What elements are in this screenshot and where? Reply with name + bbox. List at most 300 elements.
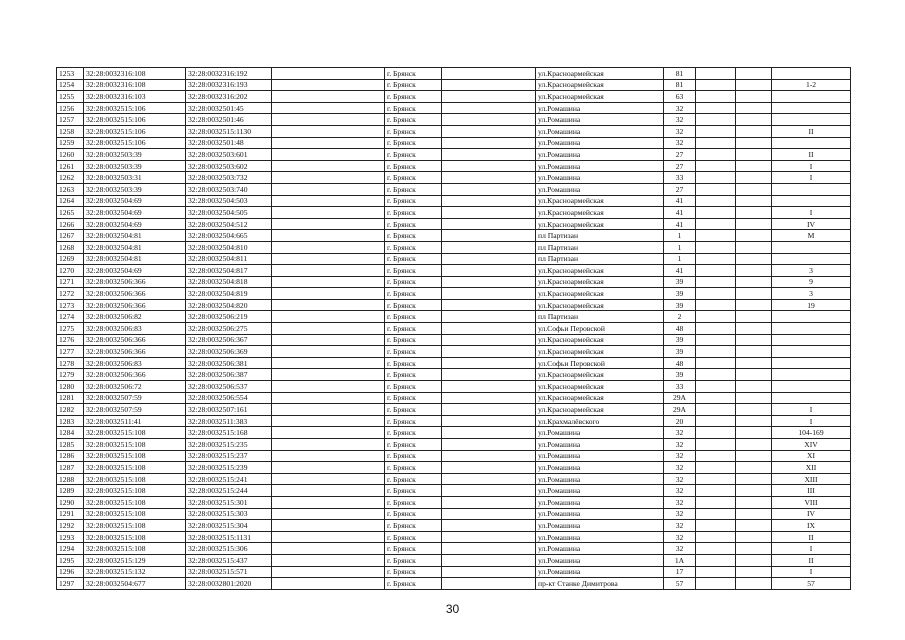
- blank-cell-c: [696, 566, 736, 578]
- row-number-cell: 1297: [57, 578, 84, 590]
- house-number-cell: 41: [664, 265, 696, 277]
- blank-cell-d: [736, 207, 772, 219]
- land-cadastral-number-cell: 32:28:0032506:366: [84, 346, 186, 358]
- street-cell: ул.Красноармейская: [536, 299, 664, 311]
- blank-cell-b: [442, 450, 536, 462]
- land-cadastral-number-cell: 32:28:0032515:108: [84, 427, 186, 439]
- apartment-cell: 1-2: [772, 79, 851, 91]
- blank-cell-a: [272, 276, 385, 288]
- land-cadastral-number-cell: 32:28:0032316:103: [84, 91, 186, 103]
- row-number-cell: 1277: [57, 346, 84, 358]
- blank-cell-d: [736, 381, 772, 393]
- apartment-cell: III: [772, 485, 851, 497]
- land-cadastral-number-cell: 32:28:0032515:108: [84, 520, 186, 532]
- apartment-cell: 3: [772, 288, 851, 300]
- blank-cell-b: [442, 427, 536, 439]
- object-cadastral-number-cell: 32:28:0032504:505: [186, 207, 272, 219]
- city-cell: г. Брянск: [385, 520, 442, 532]
- table-row: [57, 531, 851, 543]
- blank-cell-c: [696, 218, 736, 230]
- street-cell: ул.Ромашина: [536, 172, 664, 184]
- blank-cell-b: [442, 253, 536, 265]
- blank-cell-c: [696, 114, 736, 126]
- object-cadastral-number-cell: 32:28:0032506:369: [186, 346, 272, 358]
- blank-cell-d: [736, 276, 772, 288]
- row-number-cell: 1257: [57, 114, 84, 126]
- blank-cell-d: [736, 125, 772, 137]
- blank-cell-b: [442, 357, 536, 369]
- blank-cell-a: [272, 554, 385, 566]
- row-number-cell: 1253: [57, 68, 84, 80]
- blank-cell-b: [442, 311, 536, 323]
- blank-cell-b: [442, 265, 536, 277]
- land-cadastral-number-cell: 32:28:0032504:69: [84, 218, 186, 230]
- house-number-cell: 32: [664, 427, 696, 439]
- apartment-cell: [772, 241, 851, 253]
- row-number-cell: 1289: [57, 485, 84, 497]
- row-number-cell: 1268: [57, 241, 84, 253]
- street-cell: ул.Красноармейская: [536, 288, 664, 300]
- blank-cell-c: [696, 334, 736, 346]
- house-number-cell: 27: [664, 149, 696, 161]
- object-cadastral-number-cell: 32:28:0032501:48: [186, 137, 272, 149]
- city-cell: г. Брянск: [385, 79, 442, 91]
- object-cadastral-number-cell: 32:28:0032515:437: [186, 554, 272, 566]
- land-cadastral-number-cell: 32:28:0032515:108: [84, 485, 186, 497]
- blank-cell-c: [696, 102, 736, 114]
- city-cell: г. Брянск: [385, 323, 442, 335]
- blank-cell-a: [272, 334, 385, 346]
- street-cell: ул.Красноармейская: [536, 276, 664, 288]
- table-row: [57, 334, 851, 346]
- blank-cell-c: [696, 149, 736, 161]
- blank-cell-a: [272, 125, 385, 137]
- object-cadastral-number-cell: 32:28:0032507:161: [186, 404, 272, 416]
- row-number-cell: 1258: [57, 125, 84, 137]
- blank-cell-c: [696, 450, 736, 462]
- apartment-cell: I: [772, 160, 851, 172]
- table-row: [57, 404, 851, 416]
- house-number-cell: 32: [664, 462, 696, 474]
- house-number-cell: 32: [664, 485, 696, 497]
- table-row: [57, 473, 851, 485]
- blank-cell-c: [696, 276, 736, 288]
- blank-cell-b: [442, 485, 536, 497]
- object-cadastral-number-cell: 32:28:0032515:303: [186, 508, 272, 520]
- table-row: [57, 357, 851, 369]
- apartment-cell: I: [772, 415, 851, 427]
- object-cadastral-number-cell: 32:28:0032515:304: [186, 520, 272, 532]
- land-cadastral-number-cell: 32:28:0032504:677: [84, 578, 186, 590]
- blank-cell-c: [696, 439, 736, 451]
- blank-cell-d: [736, 450, 772, 462]
- blank-cell-c: [696, 473, 736, 485]
- city-cell: г. Брянск: [385, 369, 442, 381]
- house-number-cell: 32: [664, 125, 696, 137]
- blank-cell-b: [442, 207, 536, 219]
- object-cadastral-number-cell: 32:28:0032515:168: [186, 427, 272, 439]
- blank-cell-b: [442, 496, 536, 508]
- land-cadastral-number-cell: 32:28:0032515:132: [84, 566, 186, 578]
- blank-cell-a: [272, 450, 385, 462]
- apartment-cell: I: [772, 207, 851, 219]
- apartment-cell: XI: [772, 450, 851, 462]
- blank-cell-c: [696, 207, 736, 219]
- street-cell: ул.Красноармейская: [536, 91, 664, 103]
- city-cell: г. Брянск: [385, 578, 442, 590]
- blank-cell-d: [736, 508, 772, 520]
- table-row: [57, 381, 851, 393]
- street-cell: ул.Ромашина: [536, 160, 664, 172]
- row-number-cell: 1287: [57, 462, 84, 474]
- row-number-cell: 1282: [57, 404, 84, 416]
- row-number-cell: 1265: [57, 207, 84, 219]
- city-cell: г. Брянск: [385, 230, 442, 242]
- house-number-cell: 32: [664, 439, 696, 451]
- apartment-cell: IV: [772, 218, 851, 230]
- blank-cell-b: [442, 299, 536, 311]
- blank-cell-d: [736, 392, 772, 404]
- blank-cell-c: [696, 323, 736, 335]
- row-number-cell: 1261: [57, 160, 84, 172]
- apartment-cell: I: [772, 543, 851, 555]
- table-row: [57, 392, 851, 404]
- blank-cell-a: [272, 183, 385, 195]
- blank-cell-d: [736, 520, 772, 532]
- blank-cell-b: [442, 439, 536, 451]
- blank-cell-a: [272, 369, 385, 381]
- blank-cell-d: [736, 439, 772, 451]
- city-cell: г. Брянск: [385, 531, 442, 543]
- street-cell: пр-кт Станке Димитрова: [536, 578, 664, 590]
- blank-cell-c: [696, 543, 736, 555]
- land-cadastral-number-cell: 32:28:0032503:39: [84, 149, 186, 161]
- apartment-cell: [772, 346, 851, 358]
- row-number-cell: 1286: [57, 450, 84, 462]
- blank-cell-a: [272, 357, 385, 369]
- blank-cell-c: [696, 265, 736, 277]
- blank-cell-d: [736, 531, 772, 543]
- house-number-cell: 1: [664, 230, 696, 242]
- table-row: [57, 137, 851, 149]
- blank-cell-a: [272, 415, 385, 427]
- city-cell: г. Брянск: [385, 415, 442, 427]
- land-cadastral-number-cell: 32:28:0032504:69: [84, 207, 186, 219]
- object-cadastral-number-cell: 32:28:0032316:193: [186, 79, 272, 91]
- blank-cell-c: [696, 496, 736, 508]
- street-cell: пл Партизан: [536, 230, 664, 242]
- city-cell: г. Брянск: [385, 462, 442, 474]
- blank-cell-c: [696, 346, 736, 358]
- blank-cell-a: [272, 195, 385, 207]
- table-row: [57, 195, 851, 207]
- house-number-cell: 29А: [664, 392, 696, 404]
- object-cadastral-number-cell: 32:28:0032503:732: [186, 172, 272, 184]
- street-cell: ул.Красноармейская: [536, 404, 664, 416]
- apartment-cell: [772, 392, 851, 404]
- street-cell: пл Партизан: [536, 241, 664, 253]
- object-cadastral-number-cell: 32:28:0032504:810: [186, 241, 272, 253]
- row-number-cell: 1279: [57, 369, 84, 381]
- land-cadastral-number-cell: 32:28:0032506:366: [84, 276, 186, 288]
- house-number-cell: 1А: [664, 554, 696, 566]
- street-cell: ул.Ромашина: [536, 137, 664, 149]
- row-number-cell: 1292: [57, 520, 84, 532]
- house-number-cell: 81: [664, 79, 696, 91]
- table-row: [57, 346, 851, 358]
- object-cadastral-number-cell: 32:28:0032515:237: [186, 450, 272, 462]
- table-row: [57, 520, 851, 532]
- city-cell: г. Брянск: [385, 450, 442, 462]
- row-number-cell: 1264: [57, 195, 84, 207]
- object-cadastral-number-cell: 32:28:0032506:381: [186, 357, 272, 369]
- table-row: [57, 125, 851, 137]
- blank-cell-b: [442, 288, 536, 300]
- house-number-cell: 32: [664, 496, 696, 508]
- city-cell: г. Брянск: [385, 473, 442, 485]
- street-cell: ул.Ромашина: [536, 520, 664, 532]
- table-row: [57, 554, 851, 566]
- table-row: [57, 415, 851, 427]
- row-number-cell: 1274: [57, 311, 84, 323]
- object-cadastral-number-cell: 32:28:0032511:383: [186, 415, 272, 427]
- blank-cell-a: [272, 241, 385, 253]
- city-cell: г. Брянск: [385, 554, 442, 566]
- object-cadastral-number-cell: 32:28:0032503:602: [186, 160, 272, 172]
- apartment-cell: [772, 91, 851, 103]
- blank-cell-a: [272, 323, 385, 335]
- blank-cell-c: [696, 183, 736, 195]
- blank-cell-b: [442, 392, 536, 404]
- blank-cell-b: [442, 346, 536, 358]
- blank-cell-a: [272, 288, 385, 300]
- land-cadastral-number-cell: 32:28:0032503:39: [84, 160, 186, 172]
- city-cell: г. Брянск: [385, 334, 442, 346]
- blank-cell-a: [272, 346, 385, 358]
- house-number-cell: 63: [664, 91, 696, 103]
- land-cadastral-number-cell: 32:28:0032506:82: [84, 311, 186, 323]
- apartment-cell: [772, 102, 851, 114]
- apartment-cell: [772, 137, 851, 149]
- apartment-cell: I: [772, 404, 851, 416]
- table-row: [57, 311, 851, 323]
- house-number-cell: 29А: [664, 404, 696, 416]
- house-number-cell: 39: [664, 288, 696, 300]
- blank-cell-d: [736, 195, 772, 207]
- street-cell: ул.Ромашина: [536, 543, 664, 555]
- street-cell: ул.Ромашина: [536, 554, 664, 566]
- city-cell: г. Брянск: [385, 485, 442, 497]
- street-cell: ул.Ромашина: [536, 485, 664, 497]
- street-cell: ул.Красноармейская: [536, 79, 664, 91]
- house-number-cell: 1: [664, 241, 696, 253]
- city-cell: г. Брянск: [385, 183, 442, 195]
- table-row: [57, 241, 851, 253]
- table-row: [57, 265, 851, 277]
- city-cell: г. Брянск: [385, 288, 442, 300]
- object-cadastral-number-cell: 32:28:0032801:2020: [186, 578, 272, 590]
- blank-cell-d: [736, 79, 772, 91]
- row-number-cell: 1293: [57, 531, 84, 543]
- table-row: [57, 485, 851, 497]
- house-number-cell: 32: [664, 543, 696, 555]
- city-cell: г. Брянск: [385, 496, 442, 508]
- object-cadastral-number-cell: 32:28:0032503:601: [186, 149, 272, 161]
- blank-cell-b: [442, 230, 536, 242]
- blank-cell-b: [442, 543, 536, 555]
- table-row: [57, 496, 851, 508]
- object-cadastral-number-cell: 32:28:0032316:202: [186, 91, 272, 103]
- blank-cell-a: [272, 160, 385, 172]
- blank-cell-a: [272, 114, 385, 126]
- street-cell: ул.Ромашина: [536, 450, 664, 462]
- blank-cell-c: [696, 125, 736, 137]
- city-cell: г. Брянск: [385, 207, 442, 219]
- object-cadastral-number-cell: 32:28:0032515:241: [186, 473, 272, 485]
- blank-cell-d: [736, 91, 772, 103]
- blank-cell-c: [696, 369, 736, 381]
- street-cell: ул.Красноармейская: [536, 265, 664, 277]
- street-cell: ул.Красноармейская: [536, 369, 664, 381]
- city-cell: г. Брянск: [385, 137, 442, 149]
- apartment-cell: 3: [772, 265, 851, 277]
- blank-cell-b: [442, 415, 536, 427]
- row-number-cell: 1296: [57, 566, 84, 578]
- table-row: [57, 288, 851, 300]
- apartment-cell: XIV: [772, 439, 851, 451]
- blank-cell-d: [736, 427, 772, 439]
- house-number-cell: 32: [664, 137, 696, 149]
- city-cell: г. Брянск: [385, 241, 442, 253]
- table-row: [57, 462, 851, 474]
- page-number: 30: [445, 602, 460, 616]
- land-cadastral-number-cell: 32:28:0032504:81: [84, 253, 186, 265]
- blank-cell-a: [272, 265, 385, 277]
- apartment-cell: I: [772, 566, 851, 578]
- house-number-cell: 41: [664, 218, 696, 230]
- table-row: [57, 566, 851, 578]
- row-number-cell: 1267: [57, 230, 84, 242]
- blank-cell-b: [442, 137, 536, 149]
- table-row: [57, 276, 851, 288]
- blank-cell-b: [442, 462, 536, 474]
- house-number-cell: 41: [664, 207, 696, 219]
- row-number-cell: 1275: [57, 323, 84, 335]
- object-cadastral-number-cell: 32:28:0032515:1131: [186, 531, 272, 543]
- land-cadastral-number-cell: 32:28:0032515:108: [84, 543, 186, 555]
- blank-cell-d: [736, 334, 772, 346]
- object-cadastral-number-cell: 32:28:0032515:571: [186, 566, 272, 578]
- city-cell: г. Брянск: [385, 404, 442, 416]
- apartment-cell: IX: [772, 520, 851, 532]
- blank-cell-b: [442, 381, 536, 393]
- blank-cell-d: [736, 566, 772, 578]
- street-cell: ул.Софьи Перовской: [536, 323, 664, 335]
- object-cadastral-number-cell: 32:28:0032506:554: [186, 392, 272, 404]
- city-cell: г. Брянск: [385, 253, 442, 265]
- house-number-cell: 33: [664, 381, 696, 393]
- apartment-cell: [772, 183, 851, 195]
- land-cadastral-number-cell: 32:28:0032515:106: [84, 137, 186, 149]
- table-row: [57, 369, 851, 381]
- house-number-cell: 57: [664, 578, 696, 590]
- row-number-cell: 1260: [57, 149, 84, 161]
- blank-cell-b: [442, 91, 536, 103]
- blank-cell-d: [736, 241, 772, 253]
- land-cadastral-number-cell: 32:28:0032506:83: [84, 357, 186, 369]
- blank-cell-d: [736, 68, 772, 80]
- table-row: [57, 323, 851, 335]
- apartment-cell: [772, 334, 851, 346]
- land-cadastral-number-cell: 32:28:0032316:108: [84, 68, 186, 80]
- blank-cell-d: [736, 578, 772, 590]
- street-cell: пл Партизан: [536, 253, 664, 265]
- blank-cell-d: [736, 230, 772, 242]
- table-row: [57, 450, 851, 462]
- blank-cell-a: [272, 496, 385, 508]
- land-cadastral-number-cell: 32:28:0032515:106: [84, 125, 186, 137]
- blank-cell-a: [272, 566, 385, 578]
- blank-cell-c: [696, 508, 736, 520]
- street-cell: ул.Ромашина: [536, 473, 664, 485]
- house-number-cell: 27: [664, 183, 696, 195]
- blank-cell-c: [696, 288, 736, 300]
- street-cell: ул.Красноармейская: [536, 218, 664, 230]
- blank-cell-b: [442, 369, 536, 381]
- land-cadastral-number-cell: 32:28:0032504:69: [84, 265, 186, 277]
- blank-cell-d: [736, 183, 772, 195]
- object-cadastral-number-cell: 32:28:0032515:301: [186, 496, 272, 508]
- table-row: [57, 114, 851, 126]
- row-number-cell: 1254: [57, 79, 84, 91]
- blank-cell-d: [736, 265, 772, 277]
- blank-cell-c: [696, 311, 736, 323]
- blank-cell-d: [736, 496, 772, 508]
- apartment-cell: [772, 381, 851, 393]
- table-row: [57, 299, 851, 311]
- blank-cell-c: [696, 415, 736, 427]
- blank-cell-d: [736, 323, 772, 335]
- blank-cell-b: [442, 79, 536, 91]
- object-cadastral-number-cell: 32:28:0032515:244: [186, 485, 272, 497]
- table-row: [57, 149, 851, 161]
- blank-cell-a: [272, 508, 385, 520]
- blank-cell-b: [442, 554, 536, 566]
- row-number-cell: 1273: [57, 299, 84, 311]
- row-number-cell: 1262: [57, 172, 84, 184]
- street-cell: ул.Красноармейская: [536, 68, 664, 80]
- object-cadastral-number-cell: 32:28:0032506:275: [186, 323, 272, 335]
- table-row: [57, 68, 851, 80]
- apartment-cell: II: [772, 125, 851, 137]
- row-number-cell: 1276: [57, 334, 84, 346]
- blank-cell-a: [272, 520, 385, 532]
- house-number-cell: 41: [664, 195, 696, 207]
- table-row: [57, 427, 851, 439]
- apartment-cell: 19: [772, 299, 851, 311]
- city-cell: г. Брянск: [385, 114, 442, 126]
- blank-cell-d: [736, 346, 772, 358]
- land-cadastral-number-cell: 32:28:0032515:108: [84, 496, 186, 508]
- blank-cell-d: [736, 311, 772, 323]
- cadastral-table: [56, 67, 851, 590]
- blank-cell-a: [272, 102, 385, 114]
- street-cell: ул.Красноармейская: [536, 392, 664, 404]
- blank-cell-b: [442, 473, 536, 485]
- blank-cell-a: [272, 404, 385, 416]
- blank-cell-c: [696, 462, 736, 474]
- blank-cell-d: [736, 160, 772, 172]
